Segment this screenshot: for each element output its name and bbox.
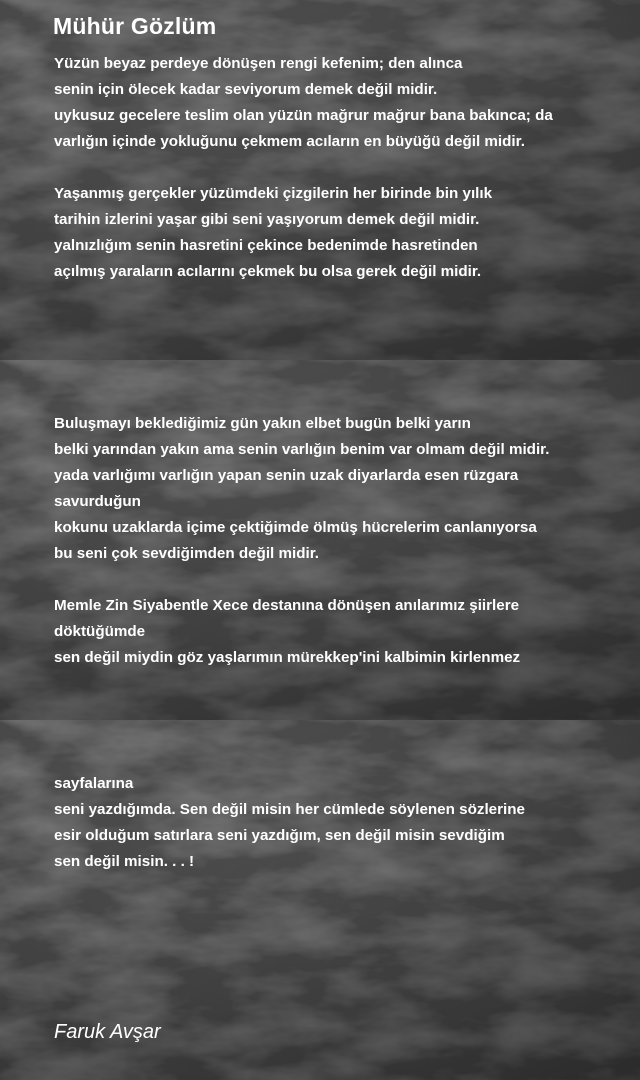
poem-line: esir olduğum satırlara seni yazdığım, sen değil misin sevdiğim <box>54 827 505 844</box>
poem-line: sen değil miydin göz yaşlarımın mürekkep'ini kalbimin kirlenmez <box>54 649 521 666</box>
poem-line: sen değil misin. . . ! <box>54 853 195 870</box>
poem-author: Faruk Avşar <box>54 1021 161 1043</box>
poem-line: sayfalarına <box>54 775 134 792</box>
poem-line: tarihin izlerini yaşar gibi seni yaşıyorum demek değil midir. <box>54 211 480 228</box>
poem-title: Mühür Gözlüm <box>53 13 217 39</box>
poem-line: belki yarından yakın ama senin varlığın benim var olmam değil midir. <box>54 441 550 458</box>
poem-line: Buluşmayı beklediğimiz gün yakın elbet bugün belki yarın <box>54 415 471 432</box>
poem-line: döktüğümde <box>54 623 146 640</box>
poem-line: bu seni çok sevdiğimden değil midir. <box>54 545 320 562</box>
poem-line: seni yazdığımda. Sen değil misin her cümlede söylenen sözlerine <box>54 801 525 818</box>
poem-line: savurduğun <box>54 493 141 510</box>
poem-line: Yüzün beyaz perdeye dönüşen rengi kefenim; den alınca <box>54 55 463 72</box>
poem-line: Yaşanmış gerçekler yüzümdeki çizgilerin her birinde bin yılık <box>54 185 493 202</box>
poem-line: açılmış yaraların acılarını çekmek bu olsa gerek değil midir. <box>54 263 482 280</box>
poem-line: yalnızlığım senin hasretini çekince bedenimde hasretinden <box>54 237 478 254</box>
poem-stanza-3 <box>54 411 629 567</box>
poem-line: senin için ölecek kadar seviyorum demek değil midir. <box>54 81 438 98</box>
poem-line: varlığın içinde yokluğunu çekmem acıların en büyüğü değil midir. <box>54 133 525 150</box>
poem-stanza-4 <box>54 593 629 671</box>
poem-line: uykusuz gecelere teslim olan yüzün mağrur mağrur bana bakınca; da <box>54 107 553 124</box>
poem-stanza-5 <box>54 771 629 875</box>
poem-stanza-1 <box>54 51 629 155</box>
poem-line: Memle Zin Siyabentle Xece destanına dönüşen anılarımız şiirlere <box>54 597 520 614</box>
poem-stanza-2 <box>54 181 629 285</box>
poem-line: yada varlığımı varlığın yapan senin uzak diyarlarda esen rüzgara <box>54 467 519 484</box>
poem-line: kokunu uzaklarda içime çektiğimde ölmüş hücrelerim canlanıyorsa <box>54 519 537 536</box>
